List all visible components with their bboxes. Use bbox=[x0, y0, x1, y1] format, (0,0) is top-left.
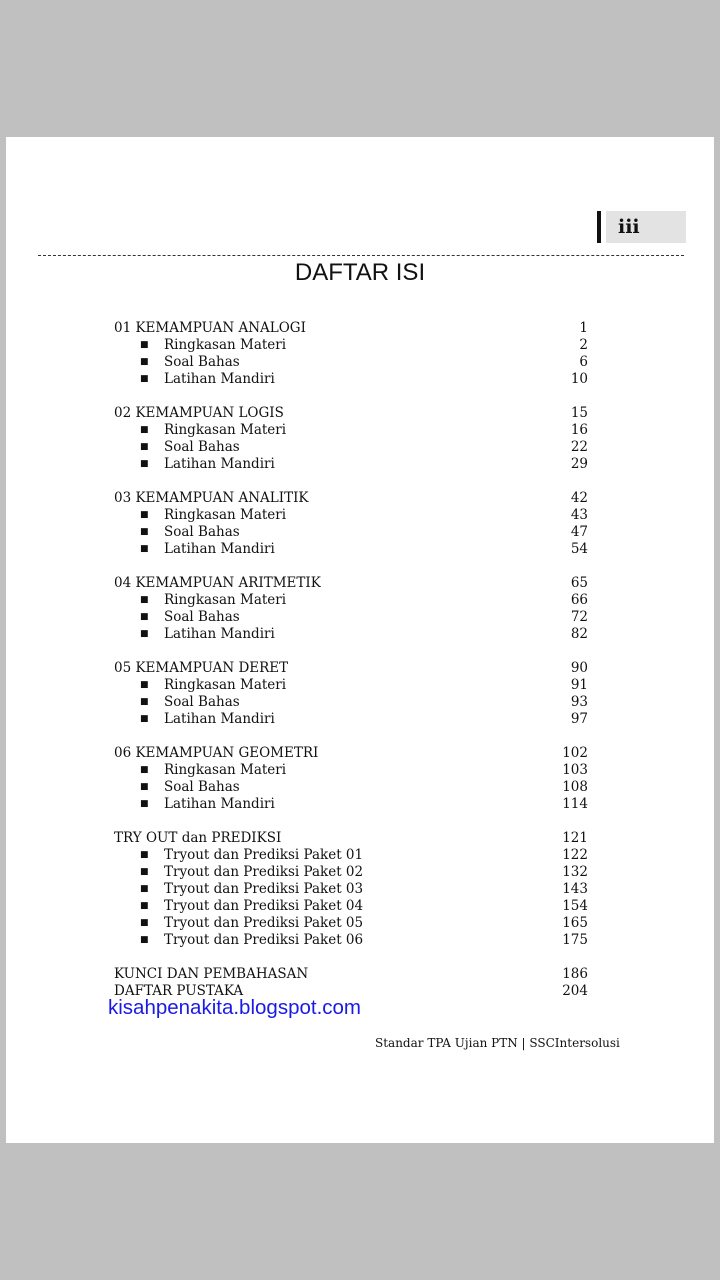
toc-entry-page: 108 bbox=[562, 779, 588, 795]
toc-entry-page: 10 bbox=[570, 371, 588, 387]
toc-chapter-page: 15 bbox=[570, 405, 588, 421]
bullet-icon: ■ bbox=[140, 884, 149, 894]
toc-chapter-text: TRY OUT dan PREDIKSI bbox=[114, 830, 282, 846]
toc-chapter[interactable] bbox=[114, 490, 588, 507]
toc-section bbox=[114, 490, 588, 558]
toc-chapter-label bbox=[114, 966, 308, 983]
toc-section bbox=[114, 575, 588, 643]
toc-entry[interactable] bbox=[114, 864, 588, 881]
toc-entry-page: 82 bbox=[570, 626, 588, 642]
toc-chapter-text: 01 KEMAMPUAN ANALOGI bbox=[114, 320, 306, 336]
bullet-icon: ■ bbox=[140, 527, 149, 537]
toc-entry-page: 97 bbox=[570, 711, 588, 727]
toc-entry-label bbox=[140, 422, 286, 439]
toc-entry-text: Ringkasan Materi bbox=[164, 337, 287, 353]
document-page bbox=[6, 137, 714, 1143]
toc-entry-page: 122 bbox=[562, 847, 588, 863]
toc-chapter[interactable] bbox=[114, 320, 588, 337]
toc-chapter-label bbox=[114, 575, 321, 592]
toc-chapter-page: 42 bbox=[570, 490, 588, 506]
toc-section bbox=[114, 405, 588, 473]
toc-section bbox=[114, 660, 588, 728]
toc-section bbox=[114, 830, 588, 949]
toc-entry[interactable] bbox=[114, 762, 588, 779]
toc-chapter-page: 204 bbox=[562, 983, 588, 999]
toc-chapter[interactable] bbox=[114, 575, 588, 592]
toc-entry-text: Tryout dan Prediksi Paket 04 bbox=[164, 898, 364, 914]
toc-entry-label bbox=[140, 541, 275, 558]
toc-chapter-label bbox=[114, 830, 281, 847]
toc-chapter[interactable] bbox=[114, 966, 588, 983]
toc-entry-page: 143 bbox=[562, 881, 588, 897]
page-footer: Standar TPA Ujian PTN | SSCIntersolusi bbox=[375, 1036, 620, 1050]
toc-entry-text: Latihan Mandiri bbox=[164, 626, 275, 642]
toc-entry-page: 16 bbox=[570, 422, 588, 438]
toc-entry-label bbox=[140, 694, 240, 711]
watermark-url[interactable]: kisahpenakita.blogspot.com bbox=[108, 996, 361, 1019]
bullet-icon: ■ bbox=[140, 544, 149, 554]
toc-entry-text: Tryout dan Prediksi Paket 06 bbox=[164, 932, 364, 948]
toc-entry-text: Soal Bahas bbox=[164, 609, 240, 625]
bullet-icon: ■ bbox=[140, 680, 149, 690]
toc-entry[interactable] bbox=[114, 915, 588, 932]
toc-entry[interactable] bbox=[114, 592, 588, 609]
toc-entry-text: Soal Bahas bbox=[164, 524, 240, 540]
bullet-icon: ■ bbox=[140, 850, 149, 860]
toc-entry-text: Latihan Mandiri bbox=[164, 456, 275, 472]
bullet-icon: ■ bbox=[140, 714, 149, 724]
bullet-icon: ■ bbox=[140, 442, 149, 452]
toc-entry[interactable] bbox=[114, 456, 588, 473]
bullet-icon: ■ bbox=[140, 697, 149, 707]
page-title: DAFTAR ISI bbox=[294, 259, 426, 286]
toc-entry-label bbox=[140, 677, 286, 694]
toc-entry[interactable] bbox=[114, 609, 588, 626]
toc-entry-text: Ringkasan Materi bbox=[164, 762, 287, 778]
toc-entry-label bbox=[140, 337, 286, 354]
toc-entry[interactable] bbox=[114, 507, 588, 524]
toc-entry-label bbox=[140, 609, 240, 626]
toc-tail bbox=[114, 966, 588, 1000]
toc-entry-text: Tryout dan Prediksi Paket 03 bbox=[164, 881, 364, 897]
toc-entry-label bbox=[140, 507, 286, 524]
toc-entry-label bbox=[140, 915, 363, 932]
toc-entry-label bbox=[140, 762, 286, 779]
toc-entry-page: 165 bbox=[562, 915, 588, 931]
toc-chapter-label bbox=[114, 745, 318, 762]
toc-section bbox=[114, 745, 588, 813]
toc-entry-text: Tryout dan Prediksi Paket 01 bbox=[164, 847, 364, 863]
toc-chapter-page: 1 bbox=[579, 320, 588, 336]
toc-entry-text: Latihan Mandiri bbox=[164, 711, 275, 727]
toc-chapter-text: 04 KEMAMPUAN ARITMETIK bbox=[114, 575, 321, 591]
bullet-icon: ■ bbox=[140, 867, 149, 877]
toc-chapter-label bbox=[114, 660, 288, 677]
toc-entry[interactable] bbox=[114, 898, 588, 915]
toc-chapter-text: DAFTAR PUSTAKA bbox=[114, 983, 244, 999]
bullet-icon: ■ bbox=[140, 918, 149, 928]
bullet-icon: ■ bbox=[140, 765, 149, 775]
toc-entry[interactable] bbox=[114, 847, 588, 864]
toc-entry-label bbox=[140, 456, 275, 473]
toc-chapter-text: 02 KEMAMPUAN LOGIS bbox=[114, 405, 284, 421]
toc-entry-page: 43 bbox=[570, 507, 588, 523]
toc-chapter-page: 90 bbox=[570, 660, 588, 676]
toc-chapter[interactable] bbox=[114, 745, 588, 762]
toc-entry-page: 6 bbox=[579, 354, 588, 370]
toc-entry-text: Ringkasan Materi bbox=[164, 507, 287, 523]
bullet-icon: ■ bbox=[140, 782, 149, 792]
toc-entry-page: 175 bbox=[562, 932, 588, 948]
toc-entry-label bbox=[140, 864, 363, 881]
toc-entry-text: Latihan Mandiri bbox=[164, 796, 275, 812]
toc-section bbox=[114, 320, 588, 388]
toc-entry-label bbox=[140, 439, 240, 456]
header-divider bbox=[38, 255, 684, 256]
toc-entry[interactable] bbox=[114, 422, 588, 439]
toc-entry-label bbox=[140, 524, 240, 541]
toc-entry[interactable] bbox=[114, 371, 588, 388]
toc-entry[interactable] bbox=[114, 932, 588, 949]
bullet-icon: ■ bbox=[140, 935, 149, 945]
toc-entry-label bbox=[140, 847, 363, 864]
toc-entry-label bbox=[140, 371, 275, 388]
toc-entry-page: 132 bbox=[562, 864, 588, 880]
toc-entry-page: 2 bbox=[579, 337, 588, 353]
table-of-contents bbox=[114, 320, 588, 1000]
toc-entry-page: 91 bbox=[570, 677, 588, 693]
bullet-icon: ■ bbox=[140, 612, 149, 622]
toc-chapter-text: 06 KEMAMPUAN GEOMETRI bbox=[114, 745, 319, 761]
toc-chapter-label bbox=[114, 490, 309, 507]
bullet-icon: ■ bbox=[140, 425, 149, 435]
toc-entry-page: 72 bbox=[570, 609, 588, 625]
toc-entry[interactable] bbox=[114, 677, 588, 694]
toc-entry-text: Ringkasan Materi bbox=[164, 592, 287, 608]
bullet-icon: ■ bbox=[140, 901, 149, 911]
toc-entry-text: Ringkasan Materi bbox=[164, 677, 287, 693]
toc-entry[interactable] bbox=[114, 694, 588, 711]
toc-chapter-text: 03 KEMAMPUAN ANALITIK bbox=[114, 490, 309, 506]
toc-chapter-page: 102 bbox=[562, 745, 588, 761]
toc-chapter-page: 65 bbox=[570, 575, 588, 591]
toc-entry-text: Soal Bahas bbox=[164, 439, 240, 455]
toc-chapter-page: 121 bbox=[562, 830, 588, 846]
toc-entry[interactable] bbox=[114, 779, 588, 796]
toc-entry[interactable] bbox=[114, 541, 588, 558]
bullet-icon: ■ bbox=[140, 595, 149, 605]
toc-entry[interactable] bbox=[114, 439, 588, 456]
bullet-icon: ■ bbox=[140, 340, 149, 350]
toc-entry[interactable] bbox=[114, 354, 588, 371]
bullet-icon: ■ bbox=[140, 357, 149, 367]
toc-entry-text: Tryout dan Prediksi Paket 05 bbox=[164, 915, 364, 931]
toc-chapter[interactable] bbox=[114, 405, 588, 422]
toc-chapter-label bbox=[114, 405, 284, 422]
toc-entry[interactable] bbox=[114, 337, 588, 354]
toc-entry[interactable] bbox=[114, 524, 588, 541]
toc-entry-page: 29 bbox=[570, 456, 588, 472]
toc-chapter-page: 186 bbox=[562, 966, 588, 982]
page-number-bar bbox=[597, 211, 601, 243]
toc-chapter[interactable] bbox=[114, 830, 588, 847]
toc-entry-page: 114 bbox=[562, 796, 588, 812]
toc-entry-page: 47 bbox=[570, 524, 588, 540]
toc-entry-label bbox=[140, 796, 275, 813]
toc-entry[interactable] bbox=[114, 796, 588, 813]
toc-entry-text: Ringkasan Materi bbox=[164, 422, 287, 438]
toc-entry-label bbox=[140, 932, 363, 949]
toc-entry-label bbox=[140, 711, 275, 728]
bullet-icon: ■ bbox=[140, 459, 149, 469]
toc-entry-text: Soal Bahas bbox=[164, 354, 240, 370]
toc-entry-text: Tryout dan Prediksi Paket 02 bbox=[164, 864, 364, 880]
page-number: iii bbox=[618, 216, 640, 238]
toc-entry-label bbox=[140, 881, 363, 898]
toc-entry-label bbox=[140, 898, 363, 915]
toc-entry-text: Soal Bahas bbox=[164, 694, 240, 710]
toc-entry-text: Latihan Mandiri bbox=[164, 541, 275, 557]
toc-entry-label bbox=[140, 354, 240, 371]
toc-chapter[interactable] bbox=[114, 660, 588, 677]
toc-chapter-text: 05 KEMAMPUAN DERET bbox=[114, 660, 289, 676]
bullet-icon: ■ bbox=[140, 629, 149, 639]
bullet-icon: ■ bbox=[140, 510, 149, 520]
toc-entry-page: 54 bbox=[570, 541, 588, 557]
toc-entry-label bbox=[140, 592, 286, 609]
toc-entry-page: 103 bbox=[562, 762, 588, 778]
toc-entry[interactable] bbox=[114, 711, 588, 728]
toc-entry-page: 93 bbox=[570, 694, 588, 710]
toc-entry-label bbox=[140, 779, 240, 796]
toc-chapter-label bbox=[114, 320, 306, 337]
toc-entry-text: Soal Bahas bbox=[164, 779, 240, 795]
bullet-icon: ■ bbox=[140, 799, 149, 809]
toc-entry-page: 154 bbox=[562, 898, 588, 914]
toc-entry-text: Latihan Mandiri bbox=[164, 371, 275, 387]
toc-entry[interactable] bbox=[114, 881, 588, 898]
toc-entry-page: 66 bbox=[570, 592, 588, 608]
toc-entry-label bbox=[140, 626, 275, 643]
toc-entry-page: 22 bbox=[570, 439, 588, 455]
bullet-icon: ■ bbox=[140, 374, 149, 384]
toc-chapter-text: KUNCI DAN PEMBAHASAN bbox=[114, 966, 309, 982]
toc-entry[interactable] bbox=[114, 626, 588, 643]
